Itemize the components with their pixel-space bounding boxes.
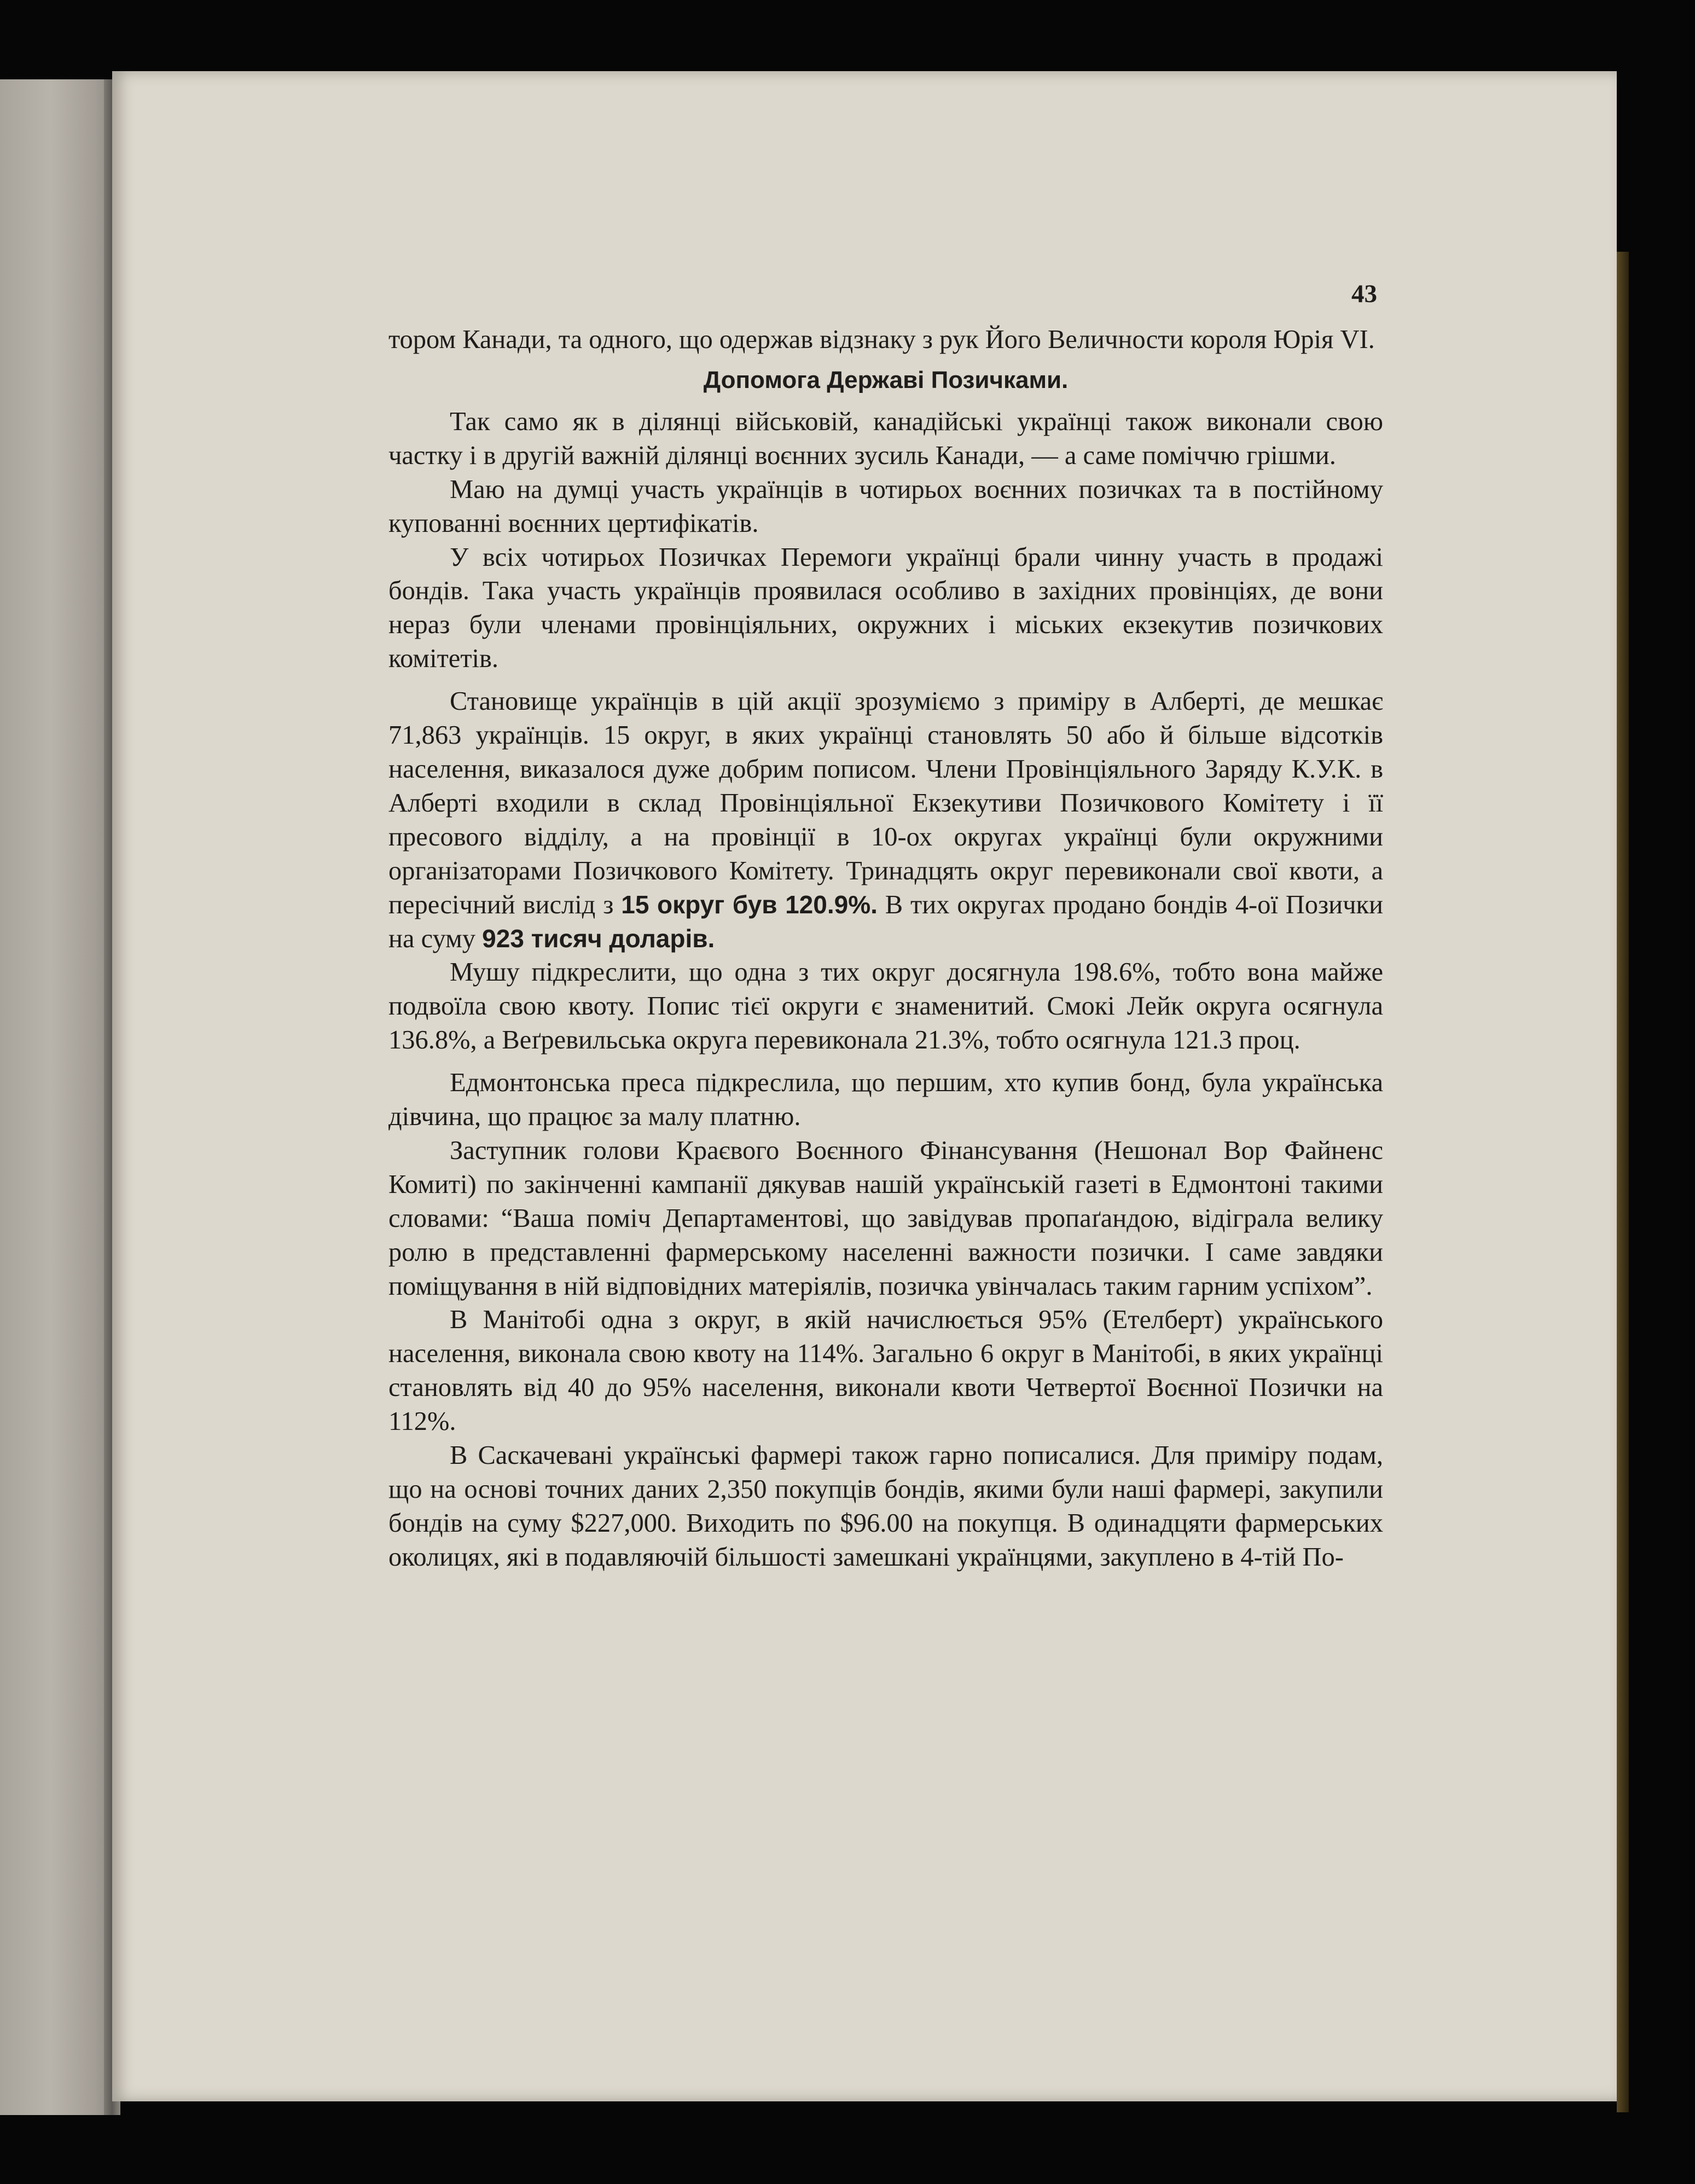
paragraph: Заступник голови Краєвого Воєнного Фінансування (Нешонал Вор Файненс Комиті) по закінченні кампанії дякував нашій українській газеті в Едмонтоні такими словами: “Ваша поміч Департаментові, що завідував пропаґандою, відіграла велику ролю в представленні фармерському населенні важности позички. І саме завдяки поміщування в ній відповідних матеріялів, позичка увінчалась таким гарним успіхом”.	[388, 1136, 1383, 1301]
page-number: 43	[1351, 280, 1377, 308]
bold-figure: 923 тисяч доларів.	[482, 924, 715, 953]
paragraph: В Манітобі одна з округ, в якій начислюється 95% (Етелберт) українського населення, виконала свою квоту на 114%. Загально 6 округ в Манітобі, в яких українці становлять від 40 до 95% населення, виконали квоти Четвертої Воєнної Позички на 112%.	[388, 1305, 1383, 1436]
paragraph: Маю на думці участь українців в чотирьох воєнних позичках та в постійному купованні воєнних цертифікатів.	[388, 474, 1383, 538]
section-heading: Допомога Державі Позичками.	[703, 366, 1069, 393]
paragraph: Так само як в ділянці військовій, канадійські українці також виконали свою частку і в другій важній ділянці воєнних зусиль Канади, — а саме поміччю грішми.	[388, 407, 1383, 470]
page-edge-strip	[1617, 252, 1629, 2112]
paragraph-text: Становище українців в цій акції зрозуміємо з приміру в Алберті, де мешкає 71,863 українців. 15 округ, в яких українці становлять 50 або й більше відсотків населення, виказалося дуже добрим пописом. Члени Провінціяльного Заряду К.У.К. в Алберті входили в склад Провінціяльної Екзекутиви Позичкового Комітету і її пресового відділу, а на провінції в 10-ох округах українці були окружними організаторами Позичкового Комітету. Тринадцять округ перевиконали свої квоти, а пересічний вислід з	[388, 687, 1383, 919]
body-text	[388, 323, 1383, 1574]
paragraph: Едмонтонська преса підкреслила, що першим, хто купив бонд, була українська дівчина, що працює за малу платню.	[388, 1068, 1383, 1132]
paragraph: В Саскачевані українські фармері також гарно пописалися. Для приміру подам, що на основі точних даних 2,350 покупців бондів, якими були наші фармері, закупили бондів на суму $227,000. Виходить по $96.00 на покупця. В одинадцяти фармерських околицях, які в подавляючій більшості замешкані українцями, закуплено в 4-тій По-	[388, 1441, 1383, 1572]
paragraph: У всіх чотирьох Позичках Перемоги українці брали чинну участь в продажі бондів. Така участь українців проявилася особливо в західних провінціях, де вони нераз були членами провінціяльних, окружних і міських екзекутив позичкових комітетів.	[388, 542, 1383, 674]
paragraph	[388, 685, 1383, 955]
left-page-edge	[0, 79, 112, 2115]
bold-figure: 15 округ був 120.9%.	[621, 890, 878, 919]
paragraph-text: В тих округах продано бондів 4-ої Позички на суму	[388, 890, 1384, 953]
paragraph: Мушу підкреслити, що одна з тих округ досягнула 198.6%, тобто вона майже подвоїла свою квоту. Попис тієї округи є знаменитий. Смокі Лейк округа осягнула 136.8%, а Веґревильська округа перевиконала 21.3%, тобто осягнула 121.3 проц.	[388, 958, 1383, 1055]
paragraph: тором Канади, та одного, що одержав відзнаку з рук Його Величности короля Юрія VI.	[388, 325, 1375, 354]
